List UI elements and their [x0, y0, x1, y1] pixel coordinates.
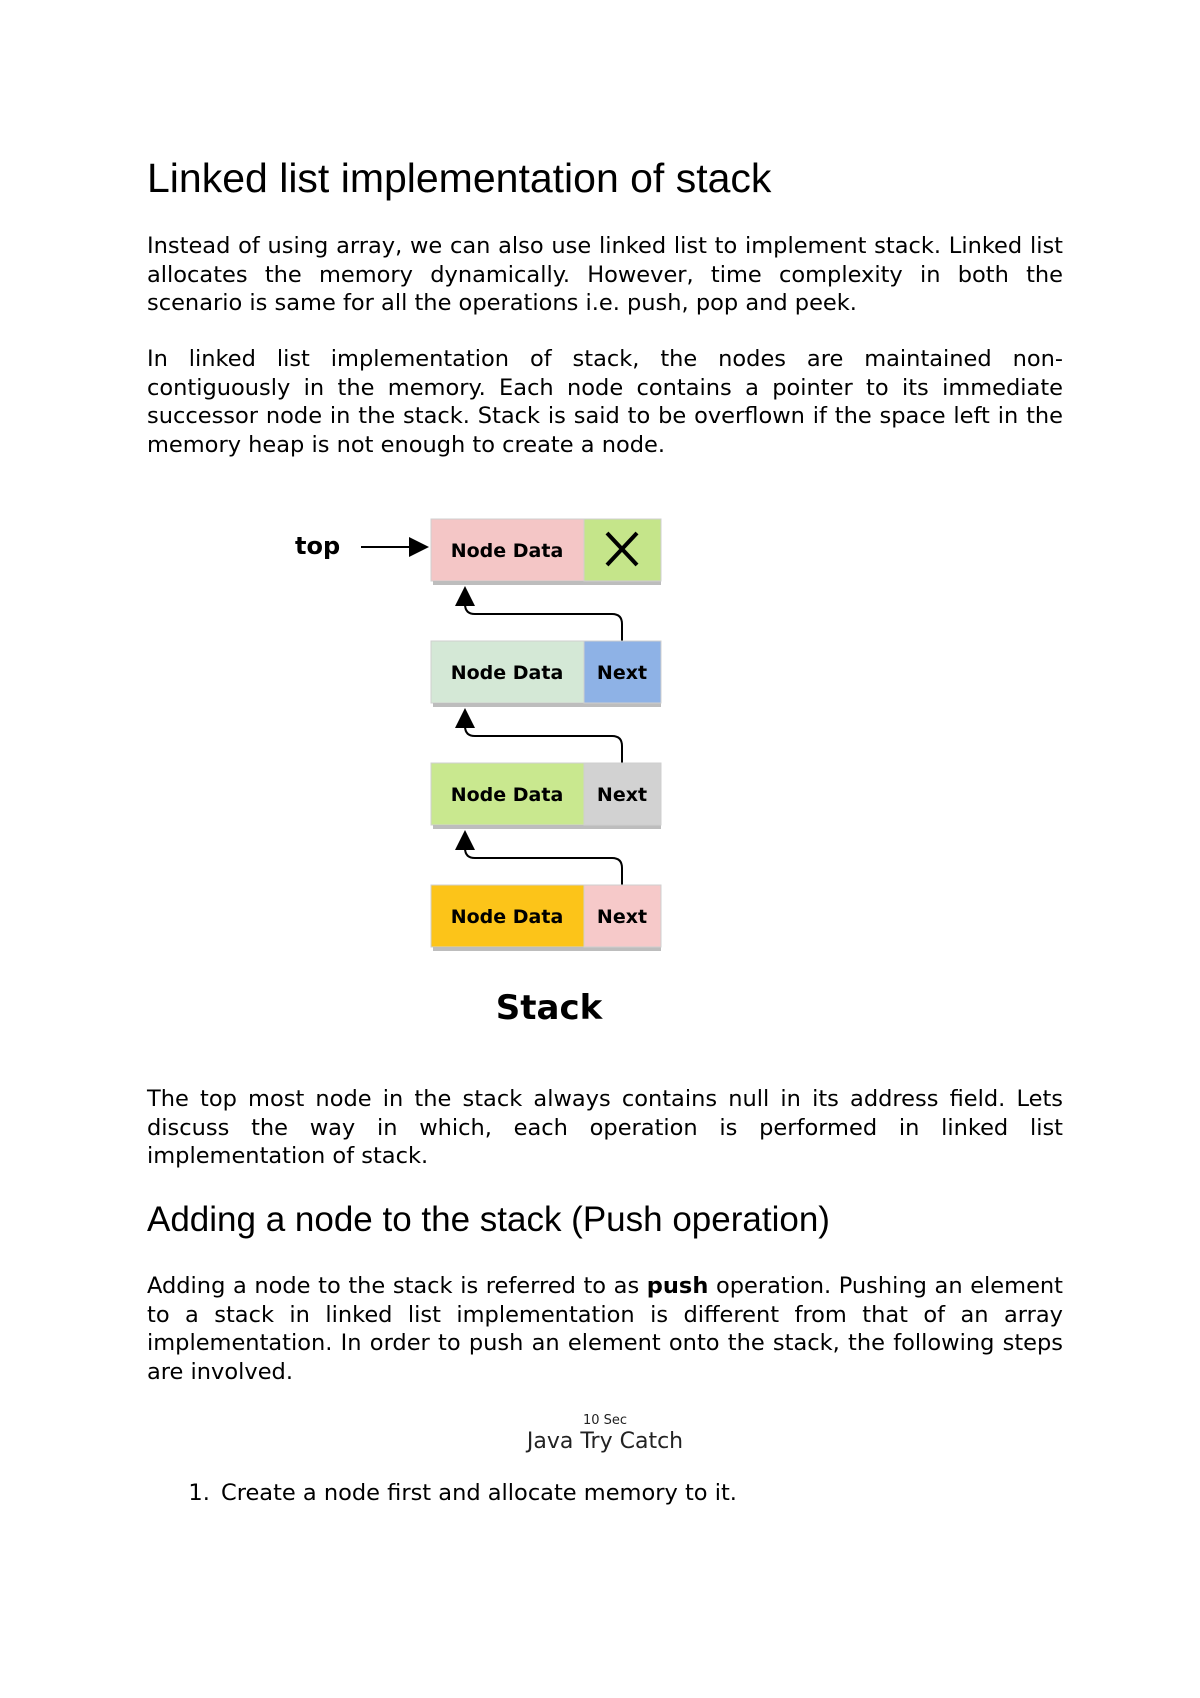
push-paragraph-end: operation. Pushing an element to a stack in linked list implementation is different from that of an array implementation. In order to push an element onto the stack, the following steps are involved.	[147, 1273, 1063, 1385]
stack-node	[431, 641, 661, 707]
top-label: top	[295, 532, 341, 560]
node-data-label: Node Data	[450, 784, 564, 806]
stack-node-top	[431, 519, 661, 585]
intro-paragraph: Instead of using array, we can also use linked list to implement stack. Linked list allocates the memory dynamically. However, time complexity in both the scenario is same for all the operations i.e. push, pop and peek.	[147, 233, 1063, 317]
video-duration: 10 Sec	[582, 1413, 628, 1428]
push-paragraph-start: Adding a node to the stack is referred to as	[147, 1273, 647, 1299]
node-data-label: Node Data	[450, 906, 564, 928]
stack-diagram	[287, 500, 667, 1040]
stack-node	[431, 763, 661, 829]
push-steps-list	[147, 1479, 737, 1507]
node-next-label: Next	[596, 906, 648, 928]
section-heading: Adding a node to the stack (Push operation)	[147, 1200, 830, 1239]
stack-node-bottom	[431, 885, 661, 951]
next-pointer-arrow	[465, 710, 622, 763]
top-node-paragraph: The top most node in the stack always contains null in its address field. Lets discuss the way in which, each operation is performed in linked list implementation of stack.	[147, 1086, 1063, 1170]
page-title: Linked list implementation of stack	[147, 155, 772, 201]
video-title-link[interactable]: Java Try Catch	[526, 1429, 684, 1454]
push-paragraph	[147, 1272, 1063, 1386]
node-data-label: Node Data	[450, 540, 564, 562]
node-next-label: Next	[596, 784, 648, 806]
node-next-label: Next	[596, 662, 648, 684]
next-pointer-arrow	[465, 832, 622, 885]
next-pointer-arrow	[465, 588, 622, 641]
list-item: 1. Create a node first and allocate memory to it.	[217, 1479, 737, 1507]
diagram-caption: Stack	[495, 988, 603, 1028]
nodes-paragraph: In linked list implementation of stack, the nodes are maintained non-contiguously in the memory. Each node contains a pointer to its immediate successor node in the stack. Stack is said to be overflown if the space left in the memory heap is not enough to create a node.	[147, 346, 1063, 458]
node-data-label: Node Data	[450, 662, 564, 684]
push-keyword: push	[646, 1273, 709, 1299]
